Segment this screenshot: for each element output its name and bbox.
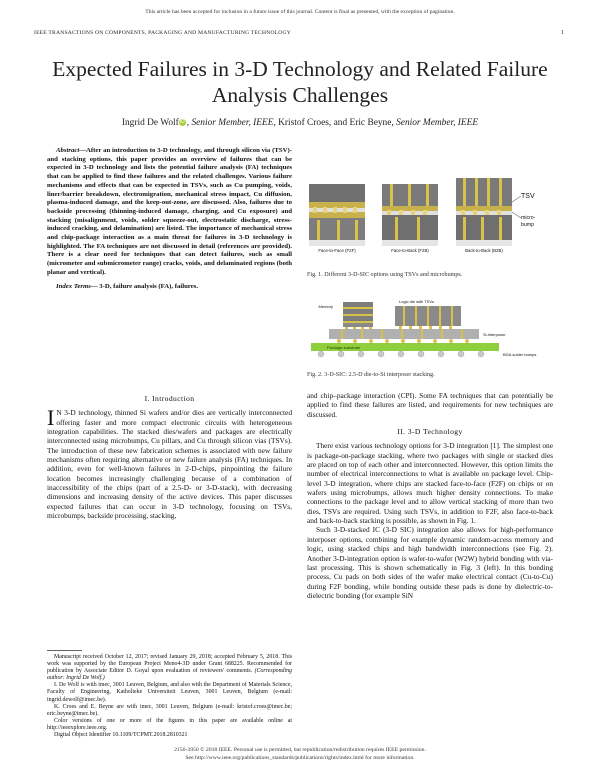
footnotes: [47, 654, 292, 739]
fig2-label-interposer: Si-interposer: [483, 332, 506, 337]
footnote-affiliation-2: K. Croes and E. Beyne are with imec, 3001 Leuven, Belgium (e-mail: kristof.croes@imec.be; eric.beyne@imec.be).: [47, 703, 292, 717]
fig1-panel-label-f2b: Face-to-Back (F2B): [391, 248, 429, 253]
drop-cap: I: [47, 405, 55, 431]
fig1-label-microbump-1: micro-: [521, 215, 536, 221]
footnote-rule: [47, 650, 82, 651]
fig1-panel-f2f: [309, 184, 365, 246]
copyright-footer: [0, 746, 600, 762]
fig1-panel-label-b2b: Back-to-Back (B2B): [465, 248, 503, 253]
footnote-doi: Digital Object Identifier 10.1109/TCPMT.2018.2810321: [54, 732, 188, 739]
section-heading-3d-technology: II. 3-D Technology: [397, 427, 463, 437]
left-column: [47, 147, 292, 291]
fig2-memory-stack: [343, 302, 373, 327]
copyright-line: 2156-3950 © 2018 IEEE. Personal use is permitted, but republication/redistribution requires IEEE permission.: [174, 747, 426, 753]
paper-title: Expected Failures in 3-D Technology and Related Failure Analysis Challenges: [52, 57, 548, 107]
figure-1-stacking-options: [307, 176, 553, 266]
orcid-icon[interactable]: iD: [179, 119, 185, 125]
fig1-label-microbump-2: bump: [521, 222, 534, 228]
running-head: IEEE TRANSACTIONS ON COMPONENTS, PACKAGING AND MANUFACTURING TECHNOLOGY: [34, 30, 292, 36]
introduction-continuation: and chip–package interaction (CPI). Some FA techniques that can potentially be applied to find these failures are listed, and requirements for new techniques are discussed.: [307, 391, 553, 419]
introduction-text: N 3-D technology, thinned Si wafers and/or dies are vertically interconnected offering faster and more compact electronic circuits with heterogeneous integration capabilities. The stacked dies/wafers and packages are electrically interconnected using microbumps, Cu pillars, and Cu through silicon vias (TSVs). The introduction of these new fabrication schemes is associated with new failure mechanisms often requiring alternative or new failure analysis (FA) techniques. In addition, even for well-known failures in 2-D-chips, pinpointing the failure location becomes increasingly challenging because of a combination of inaccessibility of the chips (part of a 2.5-D- or 3-D-stack), with decreasing dimensions and increasing density of the active devices. This paper discusses expected failures that can occur in 3-D technology, focusing on TSVs, microbumps, backside processing, stacking,: [47, 408, 292, 521]
acceptance-note: This article has been accepted for inclusion in a future issue of this journal. Content is final as presented, with the exception of pagination.: [145, 9, 455, 15]
fig1-panel-f2b: [382, 184, 438, 246]
technology-paragraph-1: There exist various technology options for 3-D integration [1]. The simplest one is package-on-package stacking, where two packages with single or stacked dies are placed on top of each other and interconnected. However, this option limits the number of electrical interconnections to what is available on package level. Chip-level 3-D integration, where chips are stacked face-to-face (F2F) on chips or on wafers using microbumps, allows much higher density connections. To make connections to the package level and to allow vertical stacking of more than two dies, TSVs are required. Using such TSVs, in addition to F2F, also face-to-back and back-to-back stacking is possible, as shown in Fig. 1.: [307, 441, 553, 526]
page-number: 1: [561, 30, 564, 36]
figure-1-caption: Fig. 1. Different 3-D-SIC options using TSVs and microbumps.: [307, 272, 463, 278]
footnote-manuscript: [47, 654, 292, 682]
fig2-label-substrate: Package substrate: [327, 345, 361, 350]
footnote-color-versions: Color versions of one or more of the figures in this paper are available online at http://ieeexplore.ieee.org.: [47, 717, 292, 731]
abstract-lead: Abstract: [56, 147, 80, 154]
author-others: , Kristof Croes, and Eric Beyne,: [273, 118, 397, 128]
fig2-label-bga: BGA solder bumps: [503, 352, 537, 357]
fig1-panel-b2b: [456, 178, 512, 246]
right-column-text: [307, 391, 553, 600]
fig1-panel-label-f2f: Face-to-Face (F2F): [318, 248, 356, 253]
footnote-corresponding: (Corresponding author: Ingrid De Wolf.): [47, 668, 293, 682]
fig2-label-logic: Logic die with TSVs: [399, 299, 435, 304]
figure-2-interposer: [307, 298, 553, 360]
technology-paragraph-2: Such 3-D-stacked IC (3-D SIC) integration also allows for high-performance interposer options, combining for example dynamic random-access memory and logic, using stacked chips and high bandwidth interconnections (see Fig. 2). Another 3-D-integration option is wafer-to-wafer (W2W) hybrid bonding with via-last processing. This is shown schematically in Fig. 3 (left). In this bonding process, Cu pads on both sides of the wafer make electrical contact (Cu-to-Cu) during F2F bonding, while bonding outside these pads is done by dielectric-to-dielectric bonding (for example SiN: [307, 525, 553, 600]
author-separator: ,: [186, 118, 192, 128]
abstract: [47, 147, 292, 278]
author-role-1: Senior Member, IEEE: [191, 118, 274, 128]
abstract-text: —After an introduction to 3-D technology, and through silicon via (TSV)- and stacking options, this paper provides an overview of failures that can be expected in 3-D technology and lists the potential failure analysis (FA) techniques that can be applied to find these failures and the related challenges. Various failure mechanisms and effects that can be expected in TSVs, such as Cu pumping, voids, liner/barrier breakdown, electromigration, mechanical stress impact, Cu diffusion, plasma-induced damage, and the keep-out-zone, are discussed. Also, failures due to backside processing (thinning-induced damage, charging, and Cu exposure) and stacking (misalignment, voids, solder squeeze-out, electrostatic discharge, stress-induced cracking, and delamination) are listed. The importance of mechanical stress and chip-package interaction as a main threat for failures in 3-D technology is highlighted. The FA techniques are not discussed in detail (references are provided). There is a clear need for techniques that can detect failures, such as small (micrometer and submicrometer range) cracks, voids, and delaminated regions (both planar and vertical).: [47, 147, 292, 276]
author-role-2: Senior Member, IEEE: [396, 118, 479, 128]
fig2-label-memory: Memory: [318, 304, 333, 309]
figure-2-caption: Fig. 2. 3-D-SIC: 2.5-D die-to-Si interposer stacking.: [307, 372, 435, 378]
author-line: [30, 118, 570, 128]
author-de-wolf: Ingrid De Wolf: [121, 118, 179, 128]
index-terms-text: — 3-D, failure analysis (FA), failures.: [90, 282, 199, 290]
fig2-interposer: [329, 329, 479, 339]
introduction-paragraph: [47, 405, 292, 521]
index-terms-lead: Index Terms: [56, 282, 91, 290]
fig1-label-tsv: TSV: [521, 193, 535, 200]
footnote-affiliation-1: I. De Wolf is with imec, 3001 Leuven, Belgium, and also with the Department of Materials Science, Faculty of Engineering, Katholieke Universiteit Leuven, 3001 Leuven, Belgium (e-mail: ingrid.dewolf@imec.be).: [47, 682, 292, 703]
footnote-manuscript-text: Manuscript received October 12, 2017; revised January 29, 2018; accepted February 5, 2018. This work was supported by the European Project Meno4-3D under Grant 688225. Recommended for publication by Associate Editor D. Goyal upon evaluation of reviewers' comments.: [47, 654, 292, 675]
section-heading-introduction: I. Introduction: [144, 394, 195, 403]
introduction-section: [47, 394, 292, 520]
rights-line[interactable]: See http://www.ieee.org/publications_standards/publications/rights/index.html for more information.: [185, 755, 415, 761]
index-terms: [47, 283, 292, 292]
